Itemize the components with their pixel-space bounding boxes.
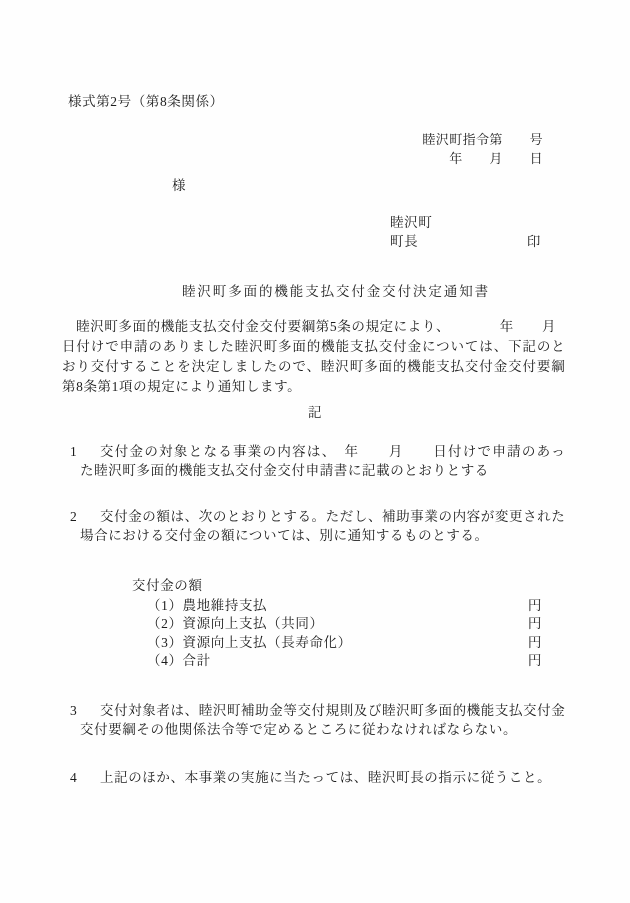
item-4-line-1: 上記のほか、本事業の実施に当たっては、睦沢町長の指示に従うこと。	[100, 770, 552, 785]
amount-row-2-label: （2）資源向上支払（共同）	[147, 616, 324, 631]
item-2-number: 2	[70, 509, 78, 524]
item-1-line-2: た睦沢町多面的機能支払交付金交付申請書に記載のとおりとする	[80, 463, 489, 478]
item-2-line-2: 場合における交付金の額については、別に通知するものとする。	[80, 528, 489, 543]
amount-row-1	[147, 597, 542, 614]
body-line-4: 第8条第1項の規定により通知します。	[62, 379, 302, 394]
amount-row-1-unit: 円	[527, 598, 542, 613]
item-3-number: 3	[70, 703, 78, 718]
form-number: 様式第2号（第8条関係）	[68, 94, 224, 109]
amount-row-3-unit: 円	[527, 635, 542, 650]
amount-row-1-label: （1）農地維持支払	[147, 598, 268, 613]
item-4-number: 4	[70, 770, 78, 785]
item-3-line-1: 交付対象者は、睦沢町補助金等交付規則及び睦沢町多面的機能支払交付金	[100, 703, 565, 718]
amount-row-2	[147, 615, 542, 632]
body-line-2: 日付けで申請のありました睦沢町多面的機能支払交付金については、下記のと	[62, 339, 565, 354]
amount-row-2-unit: 円	[527, 616, 542, 631]
record-marker: 記	[307, 405, 323, 420]
issue-date-line: 年 月 日	[449, 151, 543, 166]
amounts-heading: 交付金の額	[132, 578, 203, 593]
amount-row-3	[147, 634, 542, 651]
amount-row-4-unit: 円	[527, 653, 542, 668]
item-3-line-2: 交付要綱その他関係法令等で定めるところに従わなければならない。	[80, 722, 518, 737]
directive-number-line: 睦沢町指令第 号	[422, 132, 543, 147]
amount-row-3-label: （3）資源向上支払（長寿命化）	[147, 635, 352, 650]
sender-town: 睦沢町	[390, 215, 433, 230]
sender-mayor-title: 町長	[390, 234, 419, 249]
amount-row-4-label: （4）合計	[147, 653, 211, 668]
document-title: 睦沢町多面的機能支払交付金交付決定通知書	[182, 284, 490, 299]
amount-row-4	[147, 652, 542, 669]
body-line-3: おり交付することを決定しましたので、睦沢町多面的機能支払交付金交付要綱	[62, 359, 565, 374]
sender-mayor-line	[390, 233, 541, 250]
body-line-1: 睦沢町多面的機能支払交付金交付要綱第5条の規定により、 年 月	[62, 319, 557, 334]
item-1-number: 1	[70, 444, 78, 459]
item-1-line-1: 交付金の対象となる事業の内容は、 年 月 日付けで申請のあっ	[100, 444, 565, 459]
item-2-line-1: 交付金の額は、次のとおりとする。ただし、補助事業の内容が変更された	[100, 509, 565, 524]
seal-mark: 印	[526, 234, 541, 249]
addressee-honorific: 様	[172, 178, 187, 193]
